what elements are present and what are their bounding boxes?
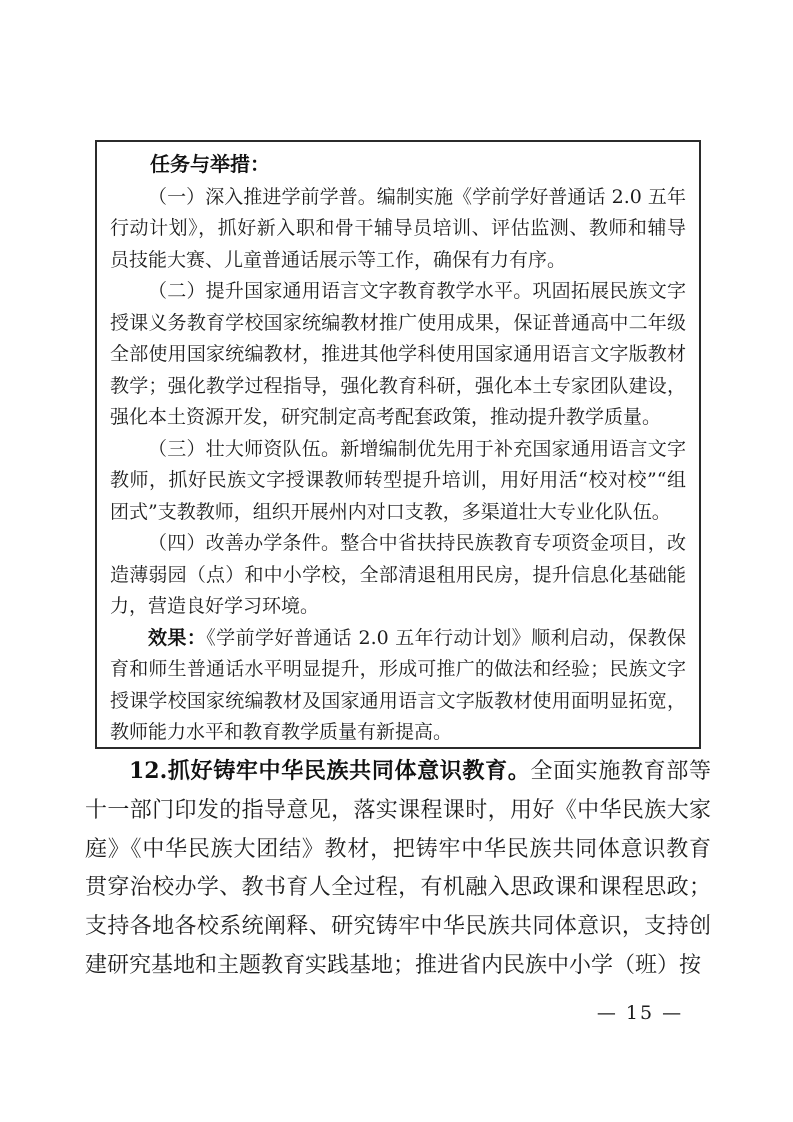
item-12-lead: 12.抓好铸牢中华民族共同体意识教育。 — [129, 758, 531, 784]
effect-text: 《学前学好普通话 2.0 五年行动计划》顺利启动，保教保育和师生普通话水平明显提升，形成可推广的做法和经验；民族文字授课学校国家统编教材及国家通用语言文字版教材使用面明显拓宽，教师能力水平和教育教学质量有新提高。 — [110, 626, 686, 743]
task-paragraph-3: （三）壮大师资队伍。新增编制优先用于补充国家通用语言文字教师，抓好民族文字授课教师转型提升培训，用好用活“校对校”“组团式”支教教师，组织开展州内对口支教，多渠道壮大专业化队伍。 — [110, 437, 686, 523]
tasks-measures-title: 任务与举措： — [150, 154, 270, 176]
task-paragraph-1: （一）深入推进学前学普。编制实施《学前学好普通话 2.0 五年行动计划》，抓好新入职和骨干辅导员培训、评估监测、教师和辅导员技能大赛、儿童普通话展示等工作，确保有力有序。 — [110, 185, 686, 271]
task-paragraph-4: （四）改善办学条件。整合中省扶持民族教育专项资金项目，改造薄弱园（点）和中小学校，全部清退租用民房，提升信息化基础能力，营造良好学习环境。 — [110, 532, 686, 617]
item-12-text: 全面实施教育部等十一部门印发的指导意见，落实课程课时，用好《中华民族大家庭》《中华民族大团结》教材，把铸牢中华民族共同体意识教育贯穿治校办学、教书育人全过程，有机融入思政课和课程思政；支持各地各校系统阐释、研究铸牢中华民族共同体意识，支持创建研究基地和主题教育实践基地；推进省内民族中小学（班）按 — [85, 759, 711, 978]
task-paragraph-2: （二）提升国家通用语言文字教育教学水平。巩固拓展民族文字授课义务教育学校国家统编教材推广使用成果，保证普通高中二年级全部使用国家统编教材，推进其他学科使用国家通用语言文字版教材教学；强化教学过程指导，强化教育科研，强化本土专家团队建设，强化本土资源开发，研究制定高考配套政策，推动提升教学质量。 — [110, 280, 686, 428]
effect-paragraph — [110, 623, 686, 749]
item-12-paragraph — [85, 752, 711, 986]
page-number: — 15 — — [596, 1002, 684, 1024]
effect-label: 效果： — [148, 627, 207, 649]
tasks-measures-box — [95, 140, 701, 749]
